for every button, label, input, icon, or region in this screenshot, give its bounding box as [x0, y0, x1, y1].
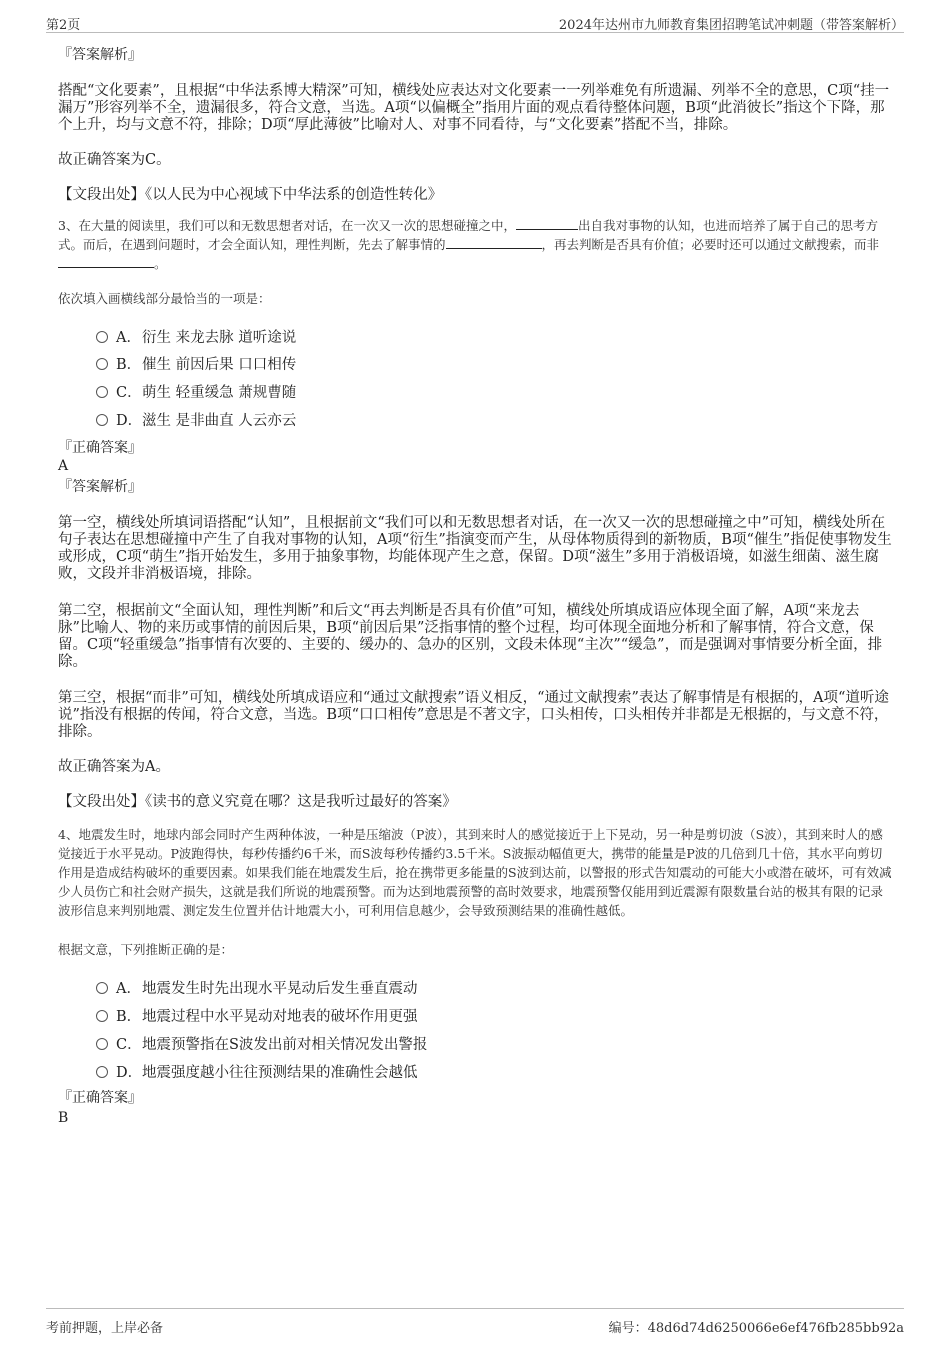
q4-prompt: 根据文意，下列推断正确的是：: [58, 942, 234, 957]
q2-analysis-text: 搭配“文化要素”，且根据“中华法系博大精深”可知，横线处应表达对文化要素一一列举难免有所遗漏、列举不全的意思，C项“挂一漏万”形容列举不全，遗漏很多，符合文意，当选。A项“以偏概全”指用片面的观点看待整体问题，B项“此消彼长”指这个下降，那个上升，均与文意不符，排除；D项“厚此薄彼”比喻对人、对事不同看待，与“文化要素”搭配不当，排除。: [58, 83, 890, 133]
q4-option-a[interactable]: A．地震发生时先出现水平晃动后发生垂直震动: [96, 977, 418, 998]
radio-icon[interactable]: [96, 1010, 108, 1022]
q2-source: [58, 187, 894, 204]
q4-option-b[interactable]: B．地震过程中水平晃动对地表的破坏作用更强: [96, 1005, 418, 1026]
q2-analysis-label: 『答案解析』: [58, 47, 142, 63]
q4-stem: 4、地震发生时，地球内部会同时产生两种体波，一种是压缩波（P波），其到来时人的感觉接近于上下晃动，另一种是剪切波（S波），其到来时人的感觉接近于水平晃动。P波跑得快，每秒传播约6千米，而S波每秒传播约3.5千米。S波振动幅值更大，携带的能量是P波的几倍到几十倍，其水平向剪切作用是造成结构破坏的重要因素。如果我们能在地震发生后，抢在携带更多能量的S波到达前，以警报的形式告知震动的可能大小或潜在破坏，可有效减少人员伤亡和社会财产损失，这就是我们所说的地震预警。而为达到地震预警的高时效要求，地震预警仅能用到近震源有限数量台站的极其有限的记录波形信息来判别地震、测定发生位置并估计地震大小，可利用信息越少，会导致预测结果的准确性越低。: [58, 827, 892, 918]
source-title: 《以人民为中心视域下中华法系的创造性转化》: [145, 187, 443, 203]
q3-answer-label: 『正确答案』: [58, 440, 142, 456]
page-header: [46, 12, 904, 33]
q3-analysis-p1: 第一空，横线处所填词语搭配“认知”，且根据前文“我们可以和无数思想者对话，在一次又一次的思想碰撞之中”可知，横线处所在句子表达在思想碰撞中产生了自我对事物的认知，A项“衍生”指演变而产生，从母体物质得到的新物质，B项“催生”指促使事物发生或形成，C项“萌生”指开始发生，多用于抽象事物，均能体现产生之意，保留。D项“滋生”多用于消极语境，如滋生细菌、滋生腐败，文段并非消极语境，排除。: [58, 515, 892, 582]
radio-icon[interactable]: [96, 982, 108, 994]
q3-source: [58, 794, 894, 811]
q3-analysis-label: 『答案解析』: [58, 479, 142, 495]
q3-prompt: 依次填入画横线部分最恰当的一项是：: [58, 291, 271, 306]
radio-icon[interactable]: [96, 1066, 108, 1078]
q3-conclusion: 故正确答案为A。: [58, 759, 170, 775]
page-number: 第2页: [46, 18, 81, 33]
q3-option-d[interactable]: D．滋生 是非曲直 人云亦云: [96, 409, 296, 430]
blank-2: [446, 236, 542, 249]
radio-icon[interactable]: [96, 358, 108, 370]
footer-slogan: 考前押题，上岸必备: [46, 1321, 164, 1336]
q3-stem: [58, 216, 894, 273]
q3-stem-part4: 。: [154, 256, 167, 271]
q2-conclusion: 故正确答案为C。: [58, 152, 171, 168]
source-prefix: 【文段出处】: [58, 187, 145, 203]
q4-answer-label: 『正确答案』: [58, 1090, 142, 1106]
q3-option-b[interactable]: B．催生 前因后果 口口相传: [96, 353, 296, 374]
q3-stem-part1: 3、在大量的阅读里，我们可以和无数思想者对话，在一次又一次的思想碰撞之中，: [58, 218, 516, 233]
page-footer: [46, 1308, 904, 1335]
source-title: 《读书的意义究竟在哪？这是我听过最好的答案》: [145, 794, 457, 810]
q4-option-d[interactable]: D．地震强度越小往往预测结果的准确性会越低: [96, 1061, 418, 1082]
source-prefix: 【文段出处】: [58, 794, 145, 810]
q3-stem-part2: 出自我对事物的认知，也进而培养了属于自己的思考方式。而后，在遇到问题时，才会全面认知，理性判断，先去了解事情的: [58, 218, 878, 252]
q4-answer: B: [58, 1110, 69, 1126]
q3-analysis-p3: 第三空，根据“而非”可知，横线处所填成语应和“通过文献搜索”语义相反，“通过文献搜索”表达了解事情是有根据的，A项“道听途说”指没有根据的传闻，符合文意，当选。B项“口口相传”意思是不著文字，口头相传，口头相传并非都是无根据的，与文意不符，排除。: [58, 690, 889, 740]
radio-icon[interactable]: [96, 414, 108, 426]
q3-stem-part3: ，再去判断是否具有价值；必要时还可以通过文献搜索，而非: [541, 237, 880, 252]
blank-3: [58, 255, 154, 268]
radio-icon[interactable]: [96, 1038, 108, 1050]
document-title: 2024年达州市九师教育集团招聘笔试冲刺题（带答案解析）: [558, 18, 904, 33]
blank-1: [516, 217, 578, 230]
q3-answer: A: [58, 458, 69, 474]
q3-analysis-p2: 第二空，根据前文“全面认知，理性判断”和后文“再去判断是否具有价值”可知，横线处所填成语应体现全面了解，A项“来龙去脉”比喻人、物的来历或事情的前因后果，B项“前因后果”泛指事情的整个过程，均可体现全面地分析和了解事情，符合文意，保留。C项“轻重缓急”指事情有次要的、主要的、缓办的、急办的区别，文段未体现“主次”“缓急”，而是强调对事情要分析全面，排除。: [58, 603, 883, 670]
q3-option-c[interactable]: C．萌生 轻重缓急 萧规曹随: [96, 381, 296, 402]
document-code: 编号：48d6d74d6250066e6ef476fb285bb92a: [608, 1321, 904, 1336]
radio-icon[interactable]: [96, 386, 108, 398]
q3-option-a[interactable]: A．衍生 来龙去脉 道听途说: [96, 326, 296, 347]
q4-option-c[interactable]: C．地震预警指在S波发出前对相关情况发出警报: [96, 1033, 427, 1054]
radio-icon[interactable]: [96, 331, 108, 343]
